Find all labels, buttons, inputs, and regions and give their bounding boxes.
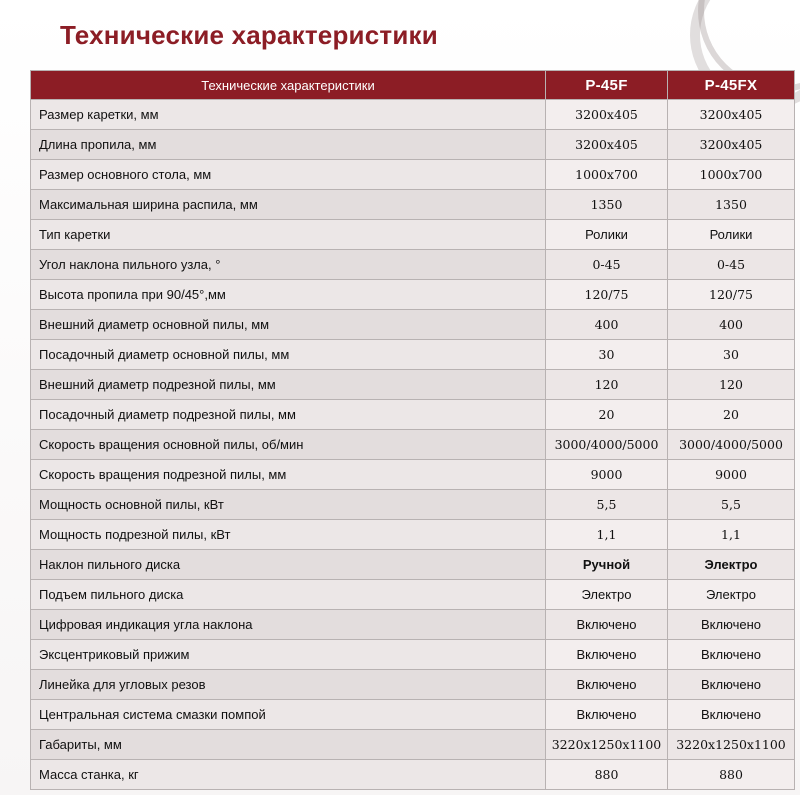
table-row — [31, 190, 795, 220]
value-p45fx: Ролики — [668, 220, 795, 250]
header-param: Технические характеристики — [31, 71, 546, 100]
value-p45f: 1000x700 — [546, 160, 668, 190]
value-p45f: Включено — [546, 670, 668, 700]
value-p45fx: Включено — [668, 700, 795, 730]
value-p45f: Ролики — [546, 220, 668, 250]
param-cell: Масса станка, кг — [31, 760, 546, 790]
table-row — [31, 640, 795, 670]
value-p45f: Электро — [546, 580, 668, 610]
param-cell: Размер каретки, мм — [31, 100, 546, 130]
param-cell: Максимальная ширина распила, мм — [31, 190, 546, 220]
value-p45f: 5,5 — [546, 490, 668, 520]
table-row — [31, 580, 795, 610]
param-cell: Габариты, мм — [31, 730, 546, 760]
value-p45f: 1350 — [546, 190, 668, 220]
param-cell: Скорость вращения подрезной пилы, мм — [31, 460, 546, 490]
value-p45f: 880 — [546, 760, 668, 790]
table-row — [31, 730, 795, 760]
table-row — [31, 760, 795, 790]
page-title: Технические характеристики — [60, 20, 438, 50]
table-row — [31, 310, 795, 340]
table-row — [31, 160, 795, 190]
table-row — [31, 100, 795, 130]
table-row — [31, 550, 795, 580]
param-cell: Высота пропила при 90/45°,мм — [31, 280, 546, 310]
value-p45f: 1,1 — [546, 520, 668, 550]
value-p45f: Ручной — [546, 550, 668, 580]
value-p45fx: 1,1 — [668, 520, 795, 550]
table-row — [31, 670, 795, 700]
value-p45fx: 120/75 — [668, 280, 795, 310]
table-row — [31, 370, 795, 400]
value-p45f: 20 — [546, 400, 668, 430]
table-row — [31, 340, 795, 370]
value-p45fx: 20 — [668, 400, 795, 430]
value-p45fx: 400 — [668, 310, 795, 340]
param-cell: Мощность основной пилы, кВт — [31, 490, 546, 520]
value-p45fx: Включено — [668, 640, 795, 670]
value-p45f: 400 — [546, 310, 668, 340]
value-p45f: 3200x405 — [546, 100, 668, 130]
table-row — [31, 460, 795, 490]
value-p45fx: Включено — [668, 670, 795, 700]
value-p45fx: 5,5 — [668, 490, 795, 520]
value-p45f: 3200x405 — [546, 130, 668, 160]
table-row — [31, 250, 795, 280]
value-p45fx: 120 — [668, 370, 795, 400]
value-p45fx: 1350 — [668, 190, 795, 220]
table-row — [31, 520, 795, 550]
header-model-p45fx: P-45FX — [668, 71, 795, 100]
value-p45f: Включено — [546, 700, 668, 730]
table-row — [31, 430, 795, 460]
param-cell: Подъем пильного диска — [31, 580, 546, 610]
param-cell: Длина пропила, мм — [31, 130, 546, 160]
param-cell: Посадочный диаметр основной пилы, мм — [31, 340, 546, 370]
value-p45fx: Электро — [668, 580, 795, 610]
param-cell: Эксцентриковый прижим — [31, 640, 546, 670]
table-row — [31, 700, 795, 730]
value-p45f: 3000/4000/5000 — [546, 430, 668, 460]
param-cell: Размер основного стола, мм — [31, 160, 546, 190]
table-row — [31, 490, 795, 520]
value-p45fx: 3000/4000/5000 — [668, 430, 795, 460]
value-p45fx: 3200x405 — [668, 130, 795, 160]
table-header-row — [31, 71, 795, 100]
header-model-p45f: P-45F — [546, 71, 668, 100]
table-row — [31, 280, 795, 310]
value-p45f: 120/75 — [546, 280, 668, 310]
param-cell: Внешний диаметр подрезной пилы, мм — [31, 370, 546, 400]
value-p45f: Включено — [546, 610, 668, 640]
value-p45f: 120 — [546, 370, 668, 400]
param-cell: Центральная система смазки помпой — [31, 700, 546, 730]
table-row — [31, 400, 795, 430]
value-p45f: 0-45 — [546, 250, 668, 280]
value-p45f: 30 — [546, 340, 668, 370]
value-p45fx: 3200x405 — [668, 100, 795, 130]
value-p45fx: 30 — [668, 340, 795, 370]
table-row — [31, 220, 795, 250]
param-cell: Угол наклона пильного узла, ° — [31, 250, 546, 280]
param-cell: Внешний диаметр основной пилы, мм — [31, 310, 546, 340]
param-cell: Наклон пильного диска — [31, 550, 546, 580]
value-p45f: 3220x1250x1100 — [546, 730, 668, 760]
value-p45fx: 1000x700 — [668, 160, 795, 190]
param-cell: Линейка для угловых резов — [31, 670, 546, 700]
value-p45fx: 0-45 — [668, 250, 795, 280]
param-cell: Цифровая индикация угла наклона — [31, 610, 546, 640]
value-p45fx: 3220x1250x1100 — [668, 730, 795, 760]
value-p45fx: Включено — [668, 610, 795, 640]
value-p45f: Включено — [546, 640, 668, 670]
param-cell: Скорость вращения основной пилы, об/мин — [31, 430, 546, 460]
param-cell: Посадочный диаметр подрезной пилы, мм — [31, 400, 546, 430]
param-cell: Мощность подрезной пилы, кВт — [31, 520, 546, 550]
param-cell: Тип каретки — [31, 220, 546, 250]
table-row — [31, 130, 795, 160]
value-p45fx: 880 — [668, 760, 795, 790]
value-p45f: 9000 — [546, 460, 668, 490]
table-row — [31, 610, 795, 640]
value-p45fx: 9000 — [668, 460, 795, 490]
spec-table — [30, 70, 795, 790]
value-p45fx: Электро — [668, 550, 795, 580]
